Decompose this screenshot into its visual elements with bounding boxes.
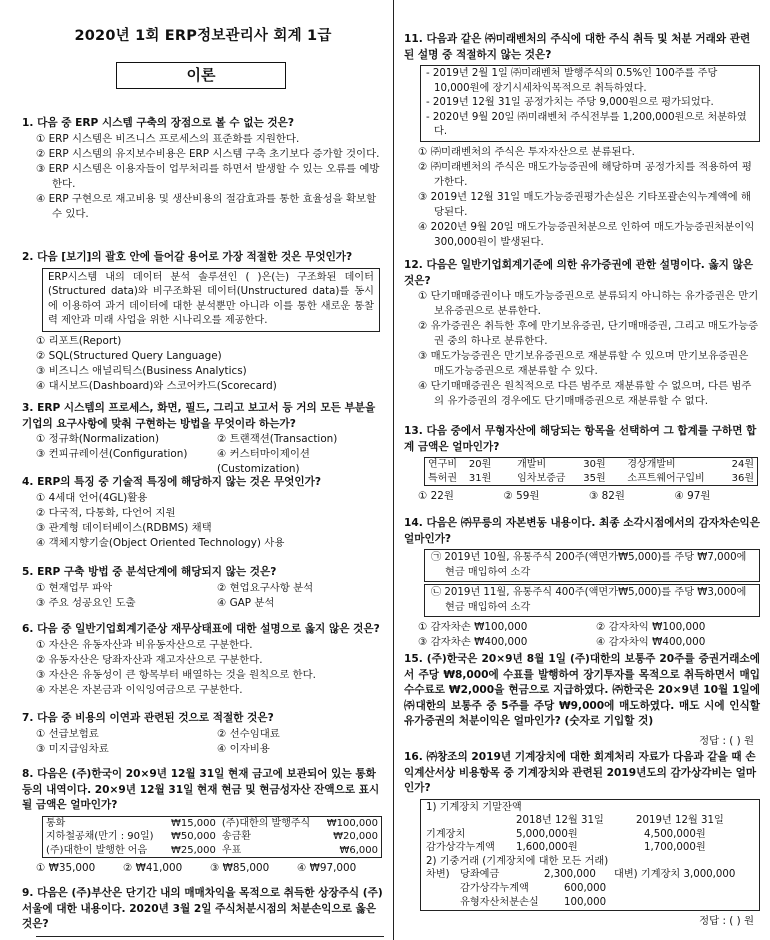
- question-16: [404, 750, 760, 929]
- option-2[interactable]: ② 선수임대료: [217, 727, 280, 740]
- question-3: [22, 401, 384, 477]
- option-1[interactable]: ① ㈜미래벤처의 주식은 투자자산으로 분류된다.: [418, 145, 635, 158]
- journal-row: 유형자산처분손실 100,000: [460, 896, 607, 908]
- question-text: 15. (주)한국은 20×9년 8월 1일 (주)대한의 보통주 20주를 증권거래소에서 주당 ₩8,000에 수표를 발행하여 장기투자를 목적으로 취득하면서 매입수수료로 ₩2,000을 현금으로 지급하였다. ㈜한국은 20×9년 10월 1일에 ㈜대한의 보통주 중 5주를 주당 ₩9,000에 매도하였다. 매도 시에 인식할 유가증권의 처분이익은 얼마인가? (숫자로 기입할 것): [404, 653, 760, 727]
- option-3[interactable]: ③ 82원: [589, 490, 625, 502]
- option-3[interactable]: ③ 2019년 12월 31일 매도가능증권평가손실은 기타포괄손익누계액에 해당된다.: [418, 190, 751, 218]
- cut-box-edge: [36, 936, 384, 937]
- table-row: 감가상각누계액 1,600,000원 1,700,000원: [426, 842, 706, 854]
- question-text: 13. 다음 중에서 무형자산에 해당되는 항목을 선택하여 그 합계를 구하면 합계 금액은 얼마인가?: [404, 425, 757, 453]
- question-2: [22, 250, 384, 394]
- question-4: [22, 475, 384, 551]
- question-text: 5. ERP 구축 방법 중 분석단계에 해당되지 않는 것은?: [22, 566, 277, 578]
- option-1[interactable]: ① ₩35,000: [36, 862, 96, 874]
- table-row: 지하철공채(만기 : 90일) ₩50,000 송금환 ₩20,000: [46, 831, 378, 842]
- example-box: ERP시스템 내의 데이터 분석 솔루션인 ( )은(는) 구조화된 데이터(Structured data)와 비구조화된 데이터(Unstructured data)를 동시에 이용하여 과거 데이터에 대한 분석뿐만 아니라 이를 통한 새로운 통찰력 제안과 미래 사업을 위한 시나리오를 제공한다.: [42, 268, 380, 332]
- option-4[interactable]: ④ GAP 분석: [217, 596, 275, 609]
- question-5: [22, 565, 384, 611]
- option-2[interactable]: ② 59원: [503, 490, 540, 502]
- journal-row: 차변) 당좌예금 2,300,000 대변) 기계장치 3,000,000: [426, 869, 736, 881]
- question-15: [404, 652, 760, 749]
- table-row: 연구비 20원 개발비 30원 경상개발비 24원: [428, 459, 754, 470]
- table-row: 기계장치 5,000,000원 4,500,000원: [426, 828, 706, 840]
- question-text: 12. 다음은 일반기업회계기준에 의한 유가증권에 관한 설명이다. 옳지 않은 것은?: [404, 259, 754, 287]
- answer-blank[interactable]: 정답 : ( ) 원: [699, 734, 754, 747]
- option-3[interactable]: ③ 매도가능증권은 만기보유증권으로 재분류할 수 있으며 만기보유증권은 매도가능증권으로 재분류할 수 있다.: [418, 350, 749, 377]
- option-3[interactable]: ③ 주요 성공요인 도출: [36, 596, 136, 609]
- option-1[interactable]: ① 4세대 언어(4GL)활용: [36, 491, 148, 504]
- option-1[interactable]: ① 단기매매증권이나 매도가능증권으로 분류되지 아니하는 유가증권은 만기보유증권으로 분류한다.: [418, 290, 759, 317]
- option-4[interactable]: ④ 대시보드(Dashboard)와 스코어카드(Scorecard): [36, 379, 277, 392]
- question-9: [22, 886, 384, 933]
- option-3[interactable]: ③ 감자차손 ₩400,000: [418, 636, 528, 648]
- question-6: [22, 622, 384, 698]
- option-1[interactable]: ① 자산은 유동자산과 비유동자산으로 구분한다.: [36, 638, 253, 651]
- option-2[interactable]: ② SQL(Structured Query Language): [36, 349, 222, 362]
- machine-data-box: 1) 기계장치 기말잔액 2018년 12월 31일 2019년 12월 31일 기계장치 5,000,000원 4,500,000원 감가상각누계액 1,600,000원 1,700,000원 2) 기중거래 (기계장치에 대한 모든 거래) 차변) 당좌예금 2,300,000 대변) 기계장치 3,000,000 감가상각누계액 600,000 유형자산처분손실 100,000: [420, 799, 760, 912]
- table-row: 통화 ₩15,000 (주)대한의 발행주식 ₩100,000: [46, 817, 378, 829]
- question-text: 3. ERP 시스템의 프로세스, 화면, 필드, 그리고 보고서 등 거의 모든 부분을 기업의 요구사항에 맞춰 구현하는 방법을 무엇이라 하는가?: [22, 402, 376, 430]
- option-1[interactable]: ① 22원: [418, 490, 454, 502]
- table-row: 특허권 31원 임차보증금 35원 소프트웨어구입비 36원: [428, 472, 754, 484]
- question-text: 7. 다음 중 비용의 이연과 관련된 것으로 적절한 것은?: [22, 712, 274, 724]
- option-3[interactable]: ③ 관계형 데이터베이스(RDBMS) 채택: [36, 521, 212, 534]
- option-2[interactable]: ② ㈜미래벤처의 주식은 매도가능증권에 해당하며 공정가치를 적용하여 평가한다.: [418, 160, 752, 188]
- question-1: [22, 116, 384, 222]
- question-text: 16. ㈜창조의 2019년 기계장치에 대한 회계처리 자료가 다음과 같을 때 손익계산서상 비용항목 중 기계장치와 관련된 2019년도의 감가상각비는 얼마인가?: [404, 751, 757, 794]
- event-box-b: ㉡ 2019년 11월, 유통주식 400주(액면가₩5,000)를 주당 ₩3,000에 현금 매입하여 소각: [424, 584, 760, 617]
- question-13: [404, 424, 760, 504]
- question-11: [404, 32, 760, 250]
- option-2[interactable]: ② 트랜잭션(Transaction): [217, 433, 338, 445]
- option-2[interactable]: ② ₩41,000: [123, 862, 183, 874]
- page-title: 2020년 1회 ERP정보관리사 회계 1급: [74, 28, 332, 44]
- question-7: [22, 711, 384, 757]
- asset-table-box: [424, 457, 758, 486]
- question-text: 1. 다음 중 ERP 시스템 구축의 장점으로 볼 수 없는 것은?: [22, 117, 295, 129]
- table-row: (주)대한이 발행한 어음 ₩25,000 우표 ₩6,000: [46, 844, 378, 856]
- question-text: 2. 다음 [보기]의 괄호 안에 들어갈 용어로 가장 적절한 것은 무엇인가?: [22, 251, 353, 263]
- question-text: 9. 다음은 (주)부산은 단기간 내의 매매차익을 목적으로 취득한 상장주식 (주)서울에 대한 내용이다. 2020년 3월 2일 주식처분시점의 처분손익으로 옳은 것은?: [22, 887, 383, 930]
- event-box-a: ㉠ 2019년 10월, 유통주식 200주(액면가₩5,000)를 주당 ₩7,000에 현금 매입하여 소각: [424, 549, 760, 582]
- option-3[interactable]: ③ 미지급임차료: [36, 742, 109, 755]
- option-4[interactable]: ④ 객체지향기술(Object Oriented Technology) 사용: [36, 536, 285, 549]
- option-2[interactable]: ② 감자차익 ₩100,000: [596, 621, 706, 633]
- option-1[interactable]: ① 정규화(Normalization): [36, 433, 160, 445]
- journal-row: 감가상각누계액 600,000: [460, 883, 607, 895]
- option-4[interactable]: ④ ₩97,000: [297, 862, 357, 874]
- option-2[interactable]: ② 유가증권은 취득한 후에 만기보유증권, 단기매매증권, 그리고 매도가능증권 중의 하나로 분류한다.: [418, 320, 759, 347]
- answer-blank[interactable]: 정답 : ( ) 원: [699, 915, 754, 928]
- option-2[interactable]: ② 현업요구사항 분석: [217, 581, 314, 594]
- option-4[interactable]: ④ 자본은 자본금과 이익잉여금으로 구분한다.: [36, 683, 243, 696]
- option-3[interactable]: ③ ERP 시스템은 이용자들이 업무처리를 하면서 발생할 수 있는 오류를 예방한다.: [36, 162, 380, 190]
- option-3[interactable]: ③ 자산은 유동성이 큰 항목부터 배열하는 것을 원칙으로 한다.: [36, 668, 316, 681]
- option-4[interactable]: ④ 감자차익 ₩400,000: [596, 636, 706, 648]
- question-text: 8. 다음은 (주)한국이 20×9년 12월 31일 현재 금고에 보관되어 있는 통화 등의 내역이다. 20×9년 12월 31일 현재 현금 및 현금성자산 잔액으로 표시될 금액은 얼마인가?: [22, 768, 380, 811]
- question-text: 11. 다음과 같은 ㈜미래벤처의 주식에 대한 주식 취득 및 처분 거래와 관련된 설명 중 적절하지 않는 것은?: [404, 33, 751, 61]
- option-1[interactable]: ① 리포트(Report): [36, 334, 122, 347]
- option-3[interactable]: ③ 컨피규레이션(Configuration): [36, 448, 188, 460]
- currency-table-box: [42, 816, 382, 859]
- option-4[interactable]: ④ 이자비용: [217, 742, 270, 755]
- currency-table: [43, 817, 381, 858]
- option-3[interactable]: ③ 비즈니스 애널리틱스(Business Analytics): [36, 364, 247, 377]
- asset-table: [425, 458, 757, 485]
- column-divider: [393, 0, 394, 940]
- option-4[interactable]: ④ 97원: [674, 490, 711, 502]
- option-1[interactable]: ① 감자차손 ₩100,000: [418, 621, 528, 633]
- option-4[interactable]: ④ ERP 구현으로 재고비용 및 생산비용의 절감효과를 통한 효율성을 확보할 수 있다.: [36, 192, 377, 220]
- transaction-box: - 2019년 2월 1일 ㈜미래벤처 발행주식의 0.5%인 100주를 주당 10,000원에 장기시세차익목적으로 취득하였다. - 2019년 12월 31일 공정가치는 주당 9,000원으로 평가되었다. - 2020년 9월 20일 ㈜미래벤처 주식전부를 1,200,000원으로 처분하였다.: [420, 65, 760, 142]
- question-text: 4. ERP의 특징 중 기술적 특징에 해당하지 않는 것은 무엇인가?: [22, 476, 322, 488]
- question-8: [22, 767, 384, 876]
- question-14: [404, 516, 760, 650]
- option-1[interactable]: ① 선급보험료: [36, 727, 99, 740]
- option-4[interactable]: ④ 2020년 9월 20일 매도가능증권처분으로 인하여 매도가능증권처분이익 300,000원이 발생된다.: [418, 220, 755, 248]
- question-text: 14. 다음은 ㈜무릉의 자본변동 내용이다. 최종 소각시점에서의 감자차손익은 얼마인가?: [404, 517, 760, 545]
- option-3[interactable]: ③ ₩85,000: [210, 862, 270, 874]
- option-2[interactable]: ② 유동자산은 당좌자산과 재고자산으로 구분한다.: [36, 653, 263, 666]
- option-2[interactable]: ② 다국적, 다통화, 다언어 지원: [36, 506, 176, 519]
- question-text: 6. 다음 중 일반기업회계기준상 재무상태표에 대한 설명으로 옳지 않은 것은?: [22, 623, 380, 635]
- question-12: [404, 258, 760, 409]
- option-4[interactable]: ④ 단기매매증권은 원칙적으로 다른 범주로 재분류할 수 없으며, 다른 범주의 유가증권의 경우에도 단기매매증권으로 재분류할 수 없다.: [418, 380, 752, 407]
- section-label: 이론: [116, 62, 286, 89]
- option-1[interactable]: ① ERP 시스템은 비즈니스 프로세스의 표준화를 지원한다.: [36, 132, 300, 145]
- option-2[interactable]: ② ERP 시스템의 유지보수비용은 ERP 시스템 구축 초기보다 증가할 것이다.: [36, 147, 380, 160]
- option-1[interactable]: ① 현재업무 파악: [36, 581, 113, 594]
- option-4[interactable]: ④ 커스터마이제이션(Customization): [217, 448, 310, 475]
